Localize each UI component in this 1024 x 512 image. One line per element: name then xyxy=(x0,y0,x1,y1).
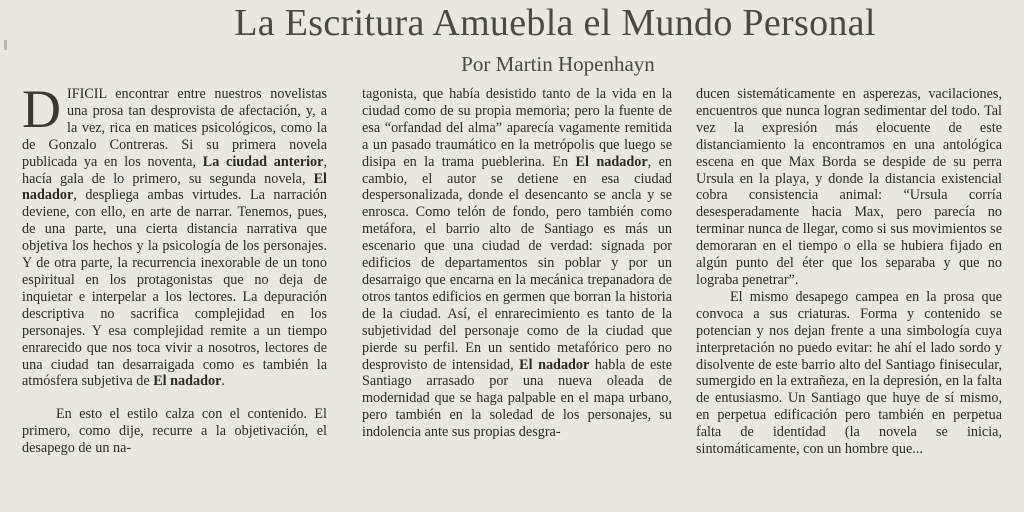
drop-cap: D xyxy=(22,79,61,139)
text-run: . xyxy=(221,373,225,390)
paragraph: El mismo desapego campea en la prosa que convoca a sus criaturas. Forma y contenido se potencian y nos dejan frente a una simbología cuya interpretación no puedo evitar: he ahí el lado sordo y disolvente de este barrio alto del Santiago finisecular, sumergido en la extrañeza, en la depresión, en la falta de entusiasmo. Un Santiago que huye de sí mismo, en perpetua edificación pero también en perpetua falta de identidad (la novela se inicia, sintomáticamente, con un hombre que... xyxy=(696,288,1002,458)
article-title: La Escritura Amuebla el Mundo Personal xyxy=(234,2,876,44)
text-run: tagonista, que había desistido tanto de la vida en la ciudad como de su propia memoria; pero la fuente de esa “orfandad del alma” aparecía vagamente remitida a un pasado traumático en la metrópolis que luego se disipa en la trama pueblerina. En xyxy=(362,86,672,170)
book-title: El nadador xyxy=(153,373,222,390)
book-title: El nadador xyxy=(519,356,590,373)
article-column-1 xyxy=(22,79,327,457)
paragraph: ducen sistemáticamente en asperezas, vacilaciones, encuentros que nunca logran sedimentar del todo. Tal vez la expresión más elocuente de este distanciamiento la encontramos en una antológica escena en que Max Borda se despide de su perra Ursula en la playa, y donde la distancia existencial cobra consistencia animal: “Ursula corría desesperadamente hacia Max, pero parecía no terminar nunca de llegar, como si sus movimientos se demoraran en el tiempo o ella se hubiera fijado en algún punto del éter que los separaba y que no lograba penetrar”. xyxy=(696,86,1002,288)
book-title: La ciudad anterior xyxy=(202,153,324,170)
paragraph xyxy=(362,86,672,441)
paragraph: En esto el estilo calza con el contenido. El primero, como dije, recurre a la objetivación, el desapego de un na- xyxy=(22,406,327,457)
book-title: El nadador xyxy=(22,170,327,204)
article-column-2 xyxy=(362,86,672,441)
article-column-3 xyxy=(696,86,1002,458)
text-run: habla de este Santiago arrasado por una nueva oleada de modernidad que se haga palpable en el mapa urbano, pero también en la soledad de los personajes, su indolencia ante sus propias desgra- xyxy=(362,356,672,441)
paragraph xyxy=(22,79,327,390)
text-run: , despliega ambas virtudes. La narración deviene, con ello, en arte de narrar. Tenemos, pues, de una parte, una cierta distancia narrativa que objetiva los hechos y la psicología de los personajes. Y de otra parte, la recurrencia inexorable de un tono espiritual en los protagonistas que no deja de inquietar e interpelar a los lectores. La depuración descriptiva no sacrifica complejidad en los personajes. Y esa complejidad remite a un tiempo enrarecido que nos toca vivir a nosotros, lectores de una ciudad tan desarraigada como es también la atmósfera subjetiva de xyxy=(22,187,327,390)
book-title: El nadador xyxy=(575,153,648,170)
article-byline: Por Martin Hopenhayn xyxy=(461,52,655,76)
text-run: , hacía gala de lo primero, su segunda novela, xyxy=(22,153,327,187)
text-run: IFICIL encontrar entre nuestros novelistas una prosa tan desprovista de afectación, y, a la vez, rica en matices psicológicos, como la de Gonzalo Contreras. Si su primera novela publicada ya en los noventa, xyxy=(22,86,327,170)
text-run: , en cambio, el autor se detiene en esa ciudad despersonalizada, donde el desencanto se ancla y se enrosca. Como telón de fondo, pero también como metáfora, el barrio alto de Santiago es más un escenario que una ciudad de verdad: signada por edificios de departamentos sin poblar y por un desarraigo que encarna en la mecánica trepanadora de otros tantos edificios en germen que borran la historia de la ciudad. Así, el enrarecimiento es tanto de la subjetividad del personaje como de la ciudad que pierde su perfil. En un sentido metafórico pero no desprovisto de intensidad, xyxy=(362,153,672,373)
